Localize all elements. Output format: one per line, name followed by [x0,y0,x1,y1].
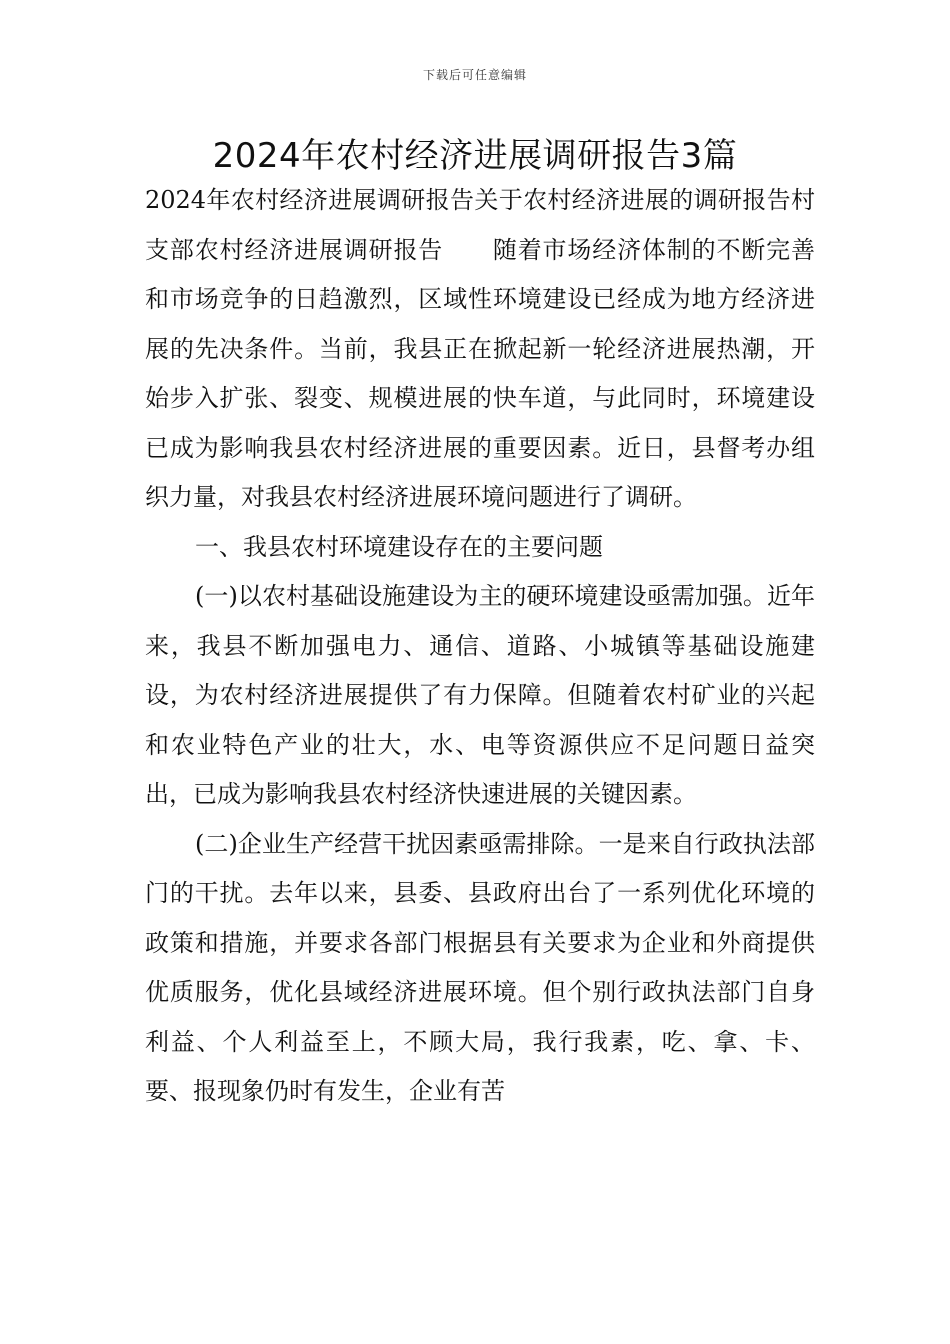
intro-paragraph: 2024年农村经济进展调研报告关于农村经济进展的调研报告村支部农村经济进展调研报告 随着市场经济体制的不断完善和市场竞争的日趋激烈，区域性环境建设已经成为地方经济进展的先决条件。当前，我县正在掀起新一轮经济进展热潮，开始步入扩张、裂变、规模进展的快车道，与此同时，环境建设已成为影响我县农村经济进展的重要因素。近日，县督考办组织力量，对我县农村经济进展环境问题进行了调研。 [145,186,815,511]
subsection-paragraph-1: (一)以农村基础设施建设为主的硬环境建设亟需加强。近年来，我县不断加强电力、通信、道路、小城镇等基础设施建设，为农村经济进展提供了有力保障。但随着农村矿业的兴起和农业特色产业的壮大，水、电等资源供应不足问题日益突出，已成为影响我县农村经济快速进展的关键因素。 [145,582,815,808]
section-heading-1: 一、我县农村环境建设存在的主要问题 [195,532,603,561]
document-body [145,176,815,1117]
document-title: 2024年农村经济进展调研报告3篇 [212,136,738,176]
subsection-paragraph-2: (二)企业生产经营干扰因素亟需排除。一是来自行政执法部门的干扰。去年以来，县委、县政府出台了一系列优化环境的政策和措施，并要求各部门根据县有关要求为企业和外商提供优质服务，优化县域经济进展环境。但个别行政执法部门自身利益、个人利益至上，不顾大局，我行我素，吃、拿、卡、要、报现象仍时有发生，企业有苦 [145,829,815,1105]
header-note: 下载后可任意编辑 [422,68,527,82]
